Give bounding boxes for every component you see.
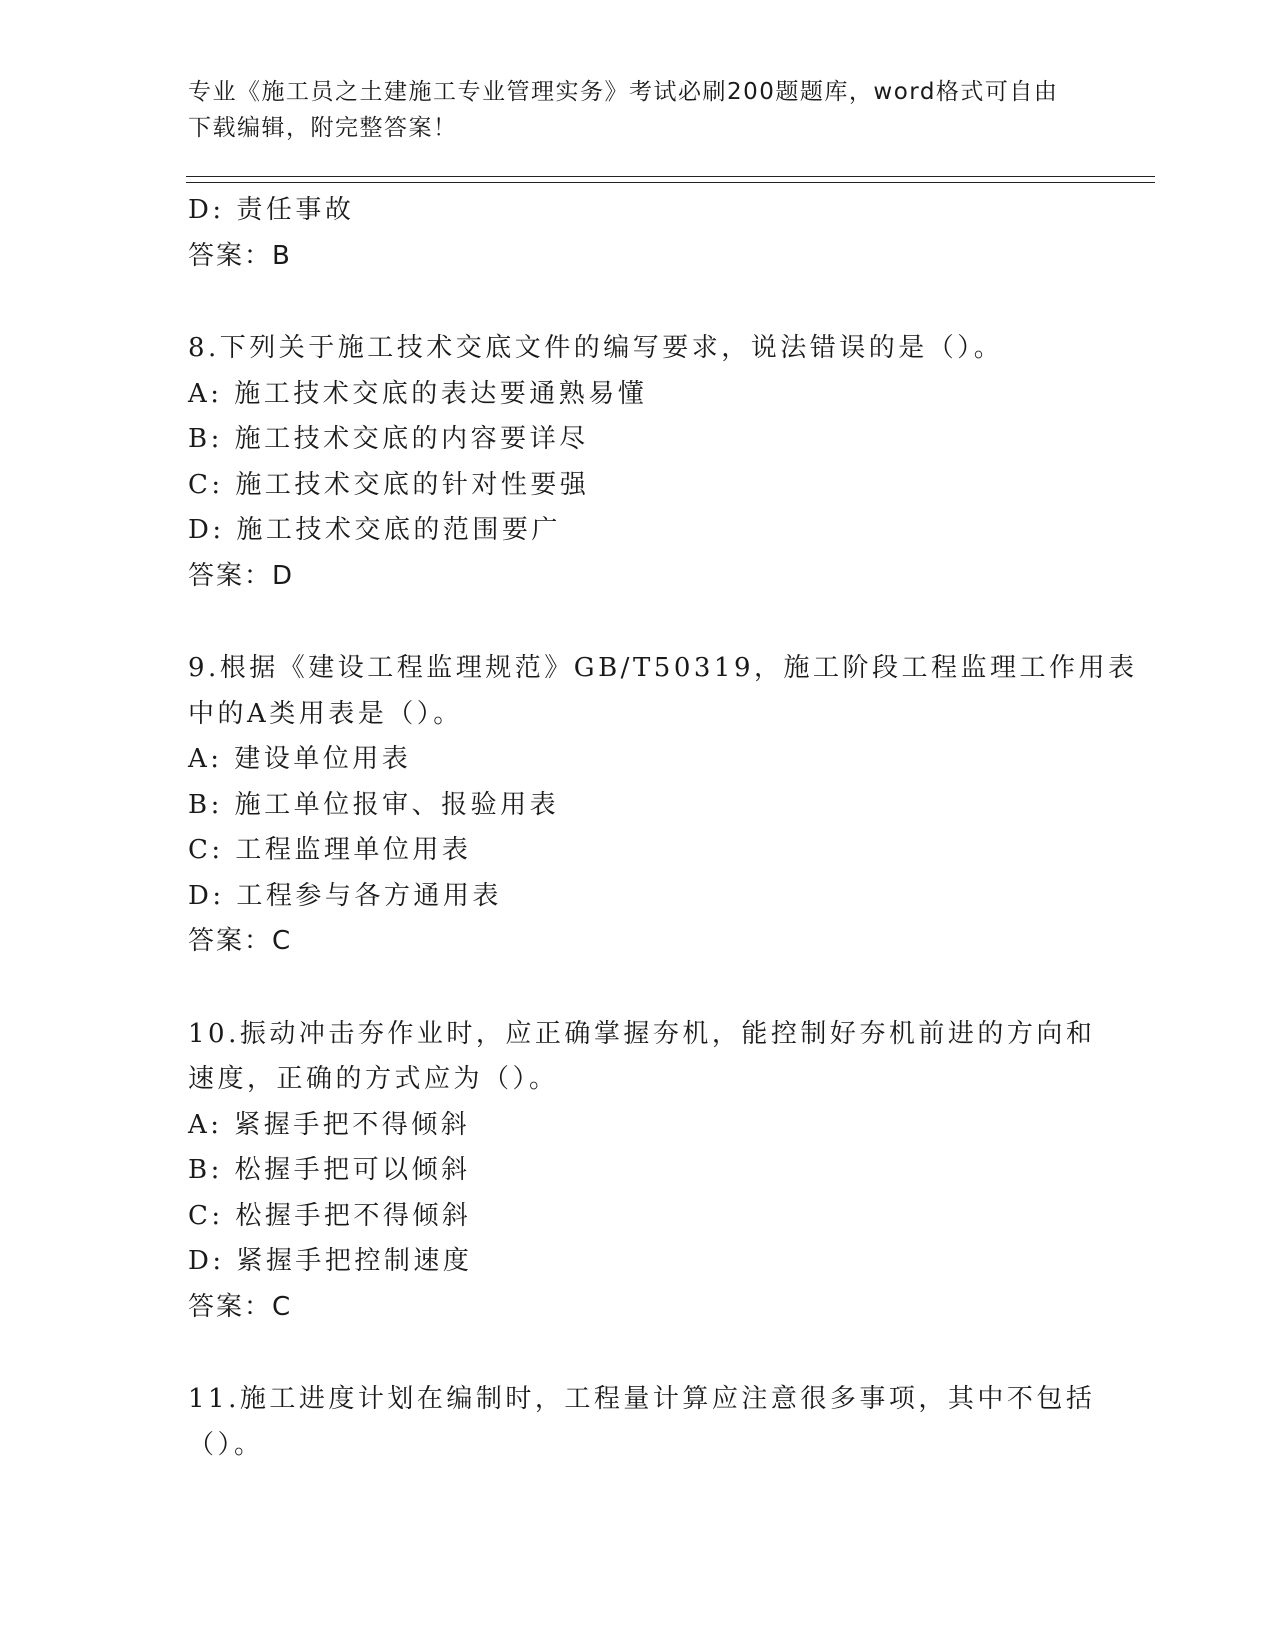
option-c: C: 松握手把不得倾斜 xyxy=(188,1200,472,1231)
option-a: A: 施工技术交底的表达要通熟易懂 xyxy=(188,378,648,409)
spacer xyxy=(188,1330,1088,1377)
option-d: D: 施工技术交底的范围要广 xyxy=(188,515,561,545)
prev-answer: 答案：B xyxy=(188,240,292,271)
answer: 答案：D xyxy=(188,560,295,591)
question-stem-line-2: 中的A类用表是（）。 xyxy=(188,698,463,729)
header-line-2: 下载编辑，附完整答案！ xyxy=(188,115,458,141)
prev-option-d: D: 责任事故 xyxy=(188,195,355,225)
document-body xyxy=(188,188,1138,1468)
header-line-1: 专业《施工员之土建施工专业管理实务》考试必刷200题题库，word格式可自由 xyxy=(188,79,1059,105)
spacer xyxy=(188,599,1088,646)
option-b: B: 施工技术交底的内容要详尽 xyxy=(188,424,589,454)
option-d: D: 工程参与各方通用表 xyxy=(188,880,502,911)
question-stem-line-2: （）。 xyxy=(188,1429,264,1460)
option-c: C: 工程监理单位用表 xyxy=(188,835,472,865)
option-b: B: 松握手把可以倾斜 xyxy=(188,1155,471,1185)
question-stem-line-1: 10.振动冲击夯作业时，应正确掌握夯机，能控制好夯机前进的方向和 xyxy=(188,1018,1096,1049)
spacer xyxy=(188,279,1088,326)
option-a: A: 建设单位用表 xyxy=(188,744,412,774)
header-divider-bottom xyxy=(186,182,1155,183)
question-stem-line-1: 11.施工进度计划在编制时，工程量计算应注意很多事项，其中不包括 xyxy=(188,1384,1096,1414)
option-b: B: 施工单位报审、报验用表 xyxy=(188,789,560,820)
question-8 xyxy=(188,326,1088,599)
option-d: D: 紧握手把控制速度 xyxy=(188,1246,473,1276)
answer: 答案：C xyxy=(188,1291,293,1322)
question-stem: 8.下列关于施工技术交底文件的编写要求，说法错误的是（）。 xyxy=(188,333,1004,363)
question-10 xyxy=(188,1012,1096,1331)
spacer xyxy=(188,965,1088,1012)
document-header xyxy=(188,74,1068,146)
option-c: C: 施工技术交底的针对性要强 xyxy=(188,469,590,500)
answer: 答案：C xyxy=(188,926,293,956)
question-9 xyxy=(188,646,1138,965)
question-stem-line-1: 9.根据《建设工程监理规范》GB/T50319，施工阶段工程监理工作用表 xyxy=(188,653,1138,683)
question-stem-line-2: 速度，正确的方式应为（）。 xyxy=(188,1064,559,1094)
option-a: A: 紧握手把不得倾斜 xyxy=(188,1109,471,1140)
question-11 xyxy=(188,1377,1096,1468)
header-divider-top xyxy=(186,176,1155,177)
